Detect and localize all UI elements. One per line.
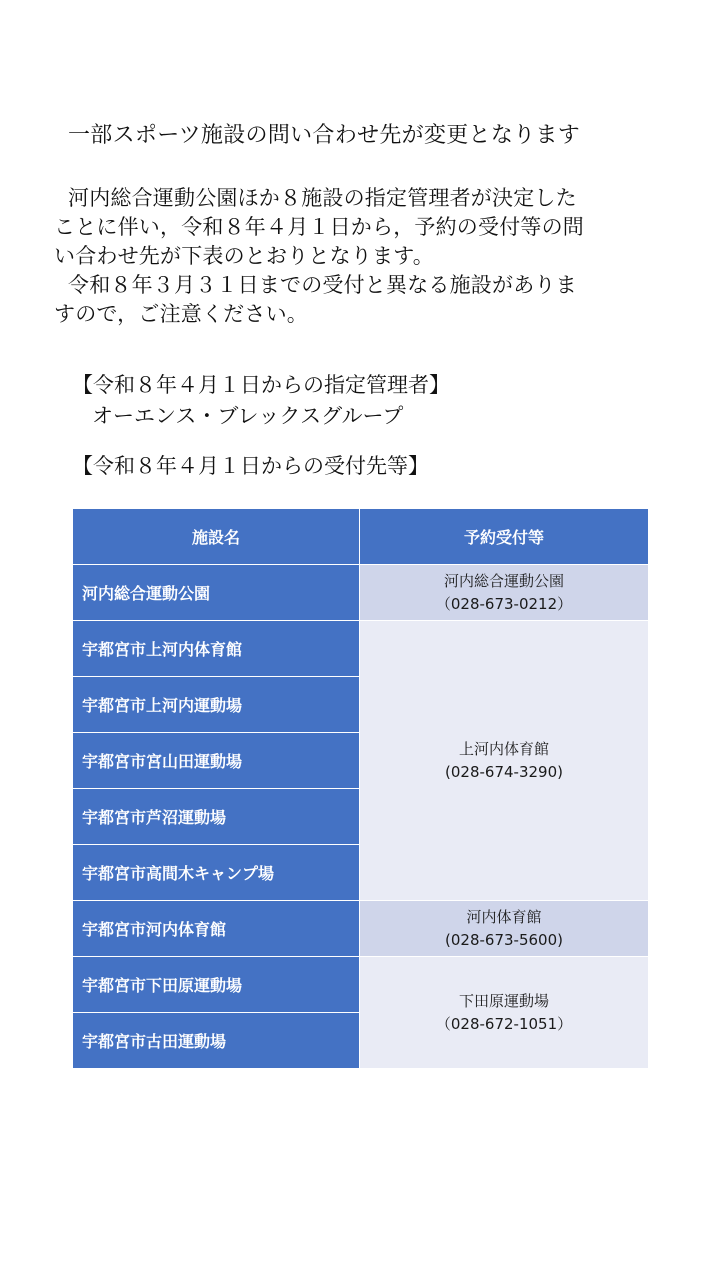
notice-title: 一部スポーツ施設の問い合わせ先が変更となります (68, 123, 581, 148)
paragraph-1 (54, 184, 654, 271)
table-row (73, 901, 649, 957)
table-heading: 【令和８年４月１日からの受付先等】 (72, 454, 429, 478)
contact-name: 河内総合運動公園 (443, 571, 564, 590)
facility-name: 河内総合運動公園 (73, 565, 360, 621)
facility-name: 宇都宮市古田運動場 (73, 1013, 360, 1069)
header-facility-name: 施設名 (73, 509, 360, 565)
contact-phone: (028-673-5600) (445, 930, 563, 949)
paragraph-1-line-2: ことに伴い，令和８年４月１日から，予約の受付等の問 (54, 215, 584, 239)
manager-heading: 【令和８年４月１日からの指定管理者】 (72, 373, 450, 397)
facility-name: 宇都宮市宮山田運動場 (73, 733, 360, 789)
table-row (73, 957, 649, 1013)
contact-cell (360, 957, 649, 1069)
facility-name: 宇都宮市上河内体育館 (73, 621, 360, 677)
table-header-row (73, 509, 649, 565)
paragraph-2-line-2: すので，ご注意ください。 (54, 302, 308, 326)
contact-name: 上河内体育館 (458, 739, 549, 758)
table-row (73, 565, 649, 621)
contact-phone: （028-672-1051） (435, 1014, 573, 1033)
manager-name: オーエンス・ブレックスグループ (92, 404, 404, 428)
contact-phone: （028-673-0212） (435, 594, 573, 613)
contact-name: 河内体育館 (466, 907, 542, 926)
facility-contact-table (72, 508, 649, 1069)
contact-cell (360, 901, 649, 957)
paragraph-1-line-3: い合わせ先が下表のとおりとなります。 (54, 244, 434, 268)
facility-name: 宇都宮市河内体育館 (73, 901, 360, 957)
contact-cell (360, 565, 649, 621)
facility-name: 宇都宮市芦沼運動場 (73, 789, 360, 845)
facility-name: 宇都宮市高間木キャンプ場 (73, 845, 360, 901)
contact-cell (360, 621, 649, 901)
facility-name: 宇都宮市下田原運動場 (73, 957, 360, 1013)
facility-name: 宇都宮市上河内運動場 (73, 677, 360, 733)
paragraph-2 (54, 271, 654, 329)
paragraph-1-line-1: 河内総合運動公園ほか８施設の指定管理者が決定した (68, 186, 577, 210)
contact-phone: (028-674-3290) (445, 762, 563, 781)
header-reservation: 予約受付等 (360, 509, 649, 565)
paragraph-2-line-1: 令和８年３月３１日までの受付と異なる施設がありま (68, 273, 577, 297)
contact-name: 下田原運動場 (458, 991, 549, 1010)
table-row (73, 621, 649, 677)
